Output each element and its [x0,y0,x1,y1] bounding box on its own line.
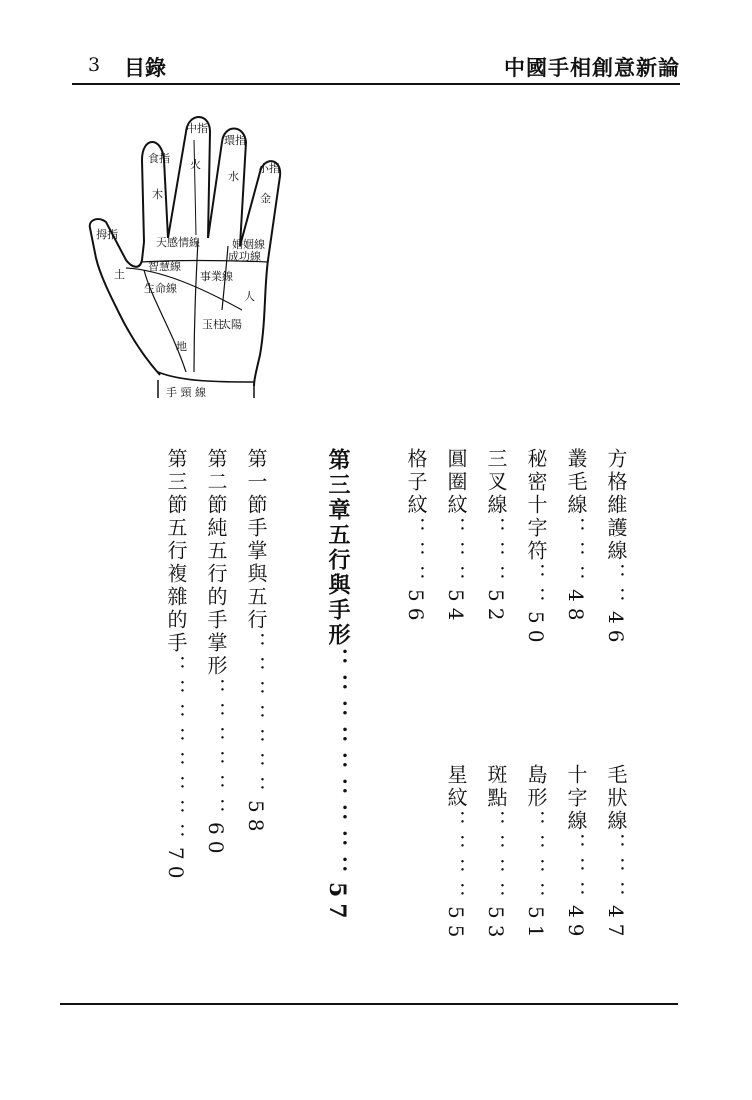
toc-entry-title: 斑點 [484,764,508,810]
toc-entry-title: 十字線 [564,764,588,833]
toc-entry-leader: ：：： [564,517,588,589]
toc-entry-leader: ：：：：：： [204,678,228,822]
toc-chapter-entry[interactable] [326,448,348,925]
toc-entry-page: 48 [564,589,588,627]
chapter-title: 五行與手形 [325,523,350,648]
person-label: 人 [244,290,255,303]
toc-entry-leader: ：：：： [524,810,548,906]
toc-entry-leader: ：：： [604,833,628,905]
section-label: 第二節 [204,448,228,517]
toc-entry-leader: ：：： [484,517,508,589]
footer-rule [60,1003,678,1005]
career-line-label: 事業線 [200,270,233,283]
middle-finger-element: 火 [190,158,201,171]
toc-entry-page: 57 [324,882,350,925]
ground-label: 地 [176,340,187,353]
toc-entry-leader: ：：： [564,833,588,905]
success-line-label: 成功線 [228,250,261,263]
section-title: 五行複雜的手 [164,517,188,655]
toc-entry-title: 方格維護線 [604,448,628,563]
wisdom-line-label: 智慧線 [148,260,181,273]
section-label: 第三節 [164,448,188,517]
toc-entry-leader: ：： [524,563,548,611]
thumb-label: 拇指 [96,228,118,241]
toc-entry-leader: ：： [604,563,628,611]
toc-entry-page: 60 [204,822,228,860]
section-title: 純五行的手掌形 [204,517,228,678]
toc-entry[interactable] [606,764,626,942]
section-title: 手掌與五行 [244,517,268,632]
little-finger-element: 金 [260,192,271,205]
toc-entry[interactable] [606,448,626,648]
toc-entry-leader: ：：： [444,517,468,589]
book-title: 中國手相創意新論 [504,56,680,80]
toc-entry-leader: ：：： [404,517,428,589]
toc-entry-title: 圓圈紋 [444,448,468,517]
page-number: 3 [88,54,101,76]
toc-entry[interactable] [566,448,586,626]
toc-entry-leader: ：：：：：：：：： [325,648,350,882]
toc-entry[interactable] [526,764,546,943]
earth-label: 土 [114,268,125,281]
toc-entry-page: 70 [164,847,188,885]
toc-entry-page: 51 [524,906,548,944]
toc-entry-page: 47 [604,905,628,943]
toc-entry-leader: ：：：：：：：： [164,655,188,847]
toc-entry[interactable] [406,448,426,626]
wrist-line-label: 手 頸 線 [166,386,206,399]
toc-entry[interactable] [486,764,506,943]
little-finger-label: 小指 [258,162,280,175]
toc-entry-title: 格子紋 [404,448,428,517]
toc-entry-title: 秘密十字符 [524,448,548,563]
toc-entry-title: 島形 [524,764,548,810]
marriage-line-label: 婚姻線 [232,238,265,251]
jade-pillar-label: 玉柱 [202,318,224,331]
toc-entry[interactable] [486,448,506,626]
toc-entry-page: 52 [484,589,508,627]
toc-entry-page: 58 [244,800,268,838]
toc-entry[interactable] [566,764,586,942]
life-line-label: 生命線 [144,282,177,295]
section-label: 第一節 [244,448,268,517]
chapter-label: 第三章 [325,448,350,523]
toc-entry-title: 叢毛線 [564,448,588,517]
index-finger-label: 食指 [148,152,170,165]
toc-entry-page: 55 [444,906,468,944]
toc-entry-page: 54 [444,589,468,627]
toc-entry-leader: ：：：： [444,810,468,906]
toc-entry-page: 53 [484,906,508,944]
ring-finger-label: 環指 [224,134,246,147]
toc-entry-leader: ：：：：：：： [244,632,268,800]
sun-label: 太陽 [220,318,242,331]
toc-entry-page: 56 [404,589,428,627]
toc-entry[interactable] [446,448,466,626]
toc-section-entry[interactable] [166,448,186,884]
toc-section-entry[interactable] [206,448,226,859]
index-finger-element: 木 [152,188,163,201]
toc-entry-page: 50 [524,611,548,649]
toc-entry-title: 毛狀線 [604,764,628,833]
toc-section-entry[interactable] [246,448,266,837]
toc-entry-title: 星紋 [444,764,468,810]
toc-entry-page: 46 [604,611,628,649]
heaven-line-label: 天感情線 [156,236,200,249]
section-title: 目錄 [124,56,166,80]
toc-entry-leader: ：：：： [484,810,508,906]
ring-finger-element: 水 [228,170,239,183]
middle-finger-label: 中指 [186,122,208,135]
toc-entry-page: 49 [564,905,588,943]
toc-entry[interactable] [526,448,546,648]
toc-entry-title: 三叉線 [484,448,508,517]
toc-entry[interactable] [446,764,466,943]
